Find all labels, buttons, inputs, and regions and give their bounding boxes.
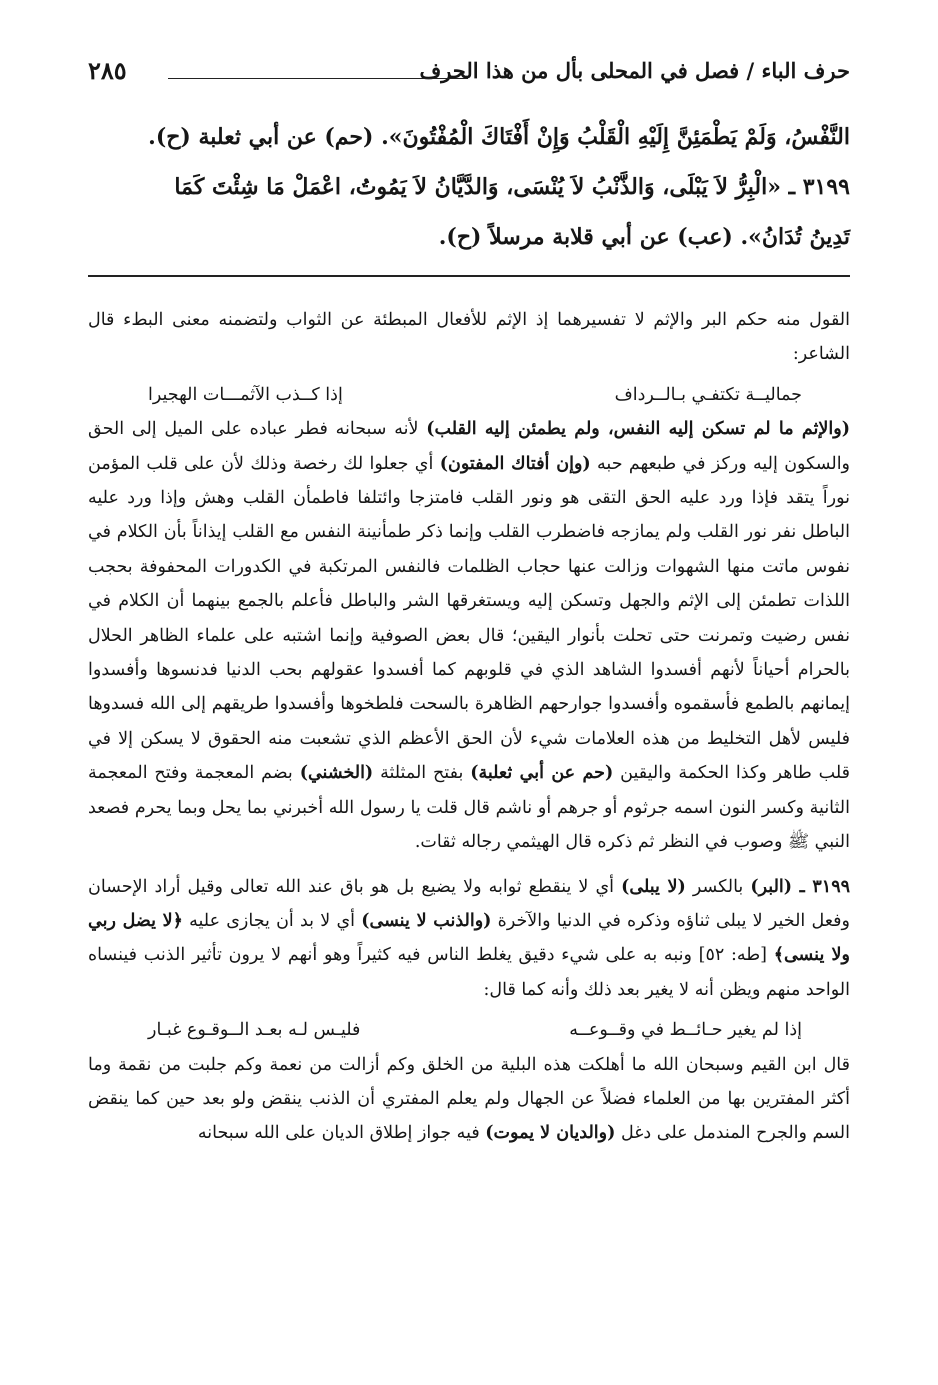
verse-hemistich-right: إذا لم يغير حـائــط في وقــوعــه	[569, 1020, 802, 1041]
quoted-phrase: (حم عن أبي ثعلبة)	[470, 763, 614, 784]
quoted-phrase: (والإثم ما لم تسكن إليه النفس، ولم يطمئن إليه القلب)	[426, 419, 850, 440]
section-divider	[88, 275, 850, 277]
commentary-text-run: فيه جواز إطلاق الديان على الله سبحانه	[197, 1123, 486, 1144]
quran-quote: ﴿لا يضل ربي ولا ينسى﴾	[88, 910, 850, 966]
commentary-text-run: بالكسر	[685, 876, 751, 897]
commentary-text-run: [طه: ٥٢] ونبه به على شيء دقيق يغلط الناس فيه كثيراً وهو أنهم لا يرون تأثير الذنب فينساه الواحد منهم ويظن أنه لا يغير بعد ذلك وأنه كما قال:	[88, 945, 850, 1000]
commentary-paragraph	[88, 412, 850, 859]
commentary-text-run: لأنه سبحانه فطر عباده على الميل إلى الحق والسكون إليه وركز في طبعهم حبه	[88, 419, 851, 474]
quoted-phrase: (لا يبلى)	[621, 876, 686, 897]
verse-hemistich-left: فليـس لـه بعـد الــوقـوع غبـار	[148, 1020, 361, 1041]
commentary-text-run: أي جعلوا لك رخصة وذلك لأن على قلب المؤمن نوراً يتقد فإذا ورد عليه الحق التقى هو ونور القلب فامتزجا وائتلفا فاطمأن القلب وهش وإذا ورد عليه الباطل نفر نور القلب ولم يمازجه فاضطرب القلب وإنما ذكر طمأنينة النفس مع القلب إيذاناً بأن الكلام في نفوس ماتت منها الشهوات وزالت عنها حجاب الظلمات فالنفس المرتكبة في الكدورات المحفوفة بحجب اللذات تطمئن إلى الإثم والجهل وتسكن إليه ويستغرقها الشر والباطل فأعلم بالجمع بينهما أن الكلام في نفس رضيت وتمرنت حتى تحلت بأنوار اليقين؛ قال بعض الصوفية وإنما اشتبه على علماء الظاهر الحلال بالحرام أحياناً لأنهم أفسدوا الشاهد الذي في قلوبهم كما أفسدوا عقولهم بحب الدنيا فدنسوها وأفسدوا إيمانهم بالطمع فأسقموه وأفسدوا جوارحهم الظاهرة بالسحت فلطخوها وأفسدوا طريقهم إلى الله فسدوها فليس لأهل التخليط من هذه العلامات شيء لأن الحق الأعظم الذي تشعبت منه الحقوق لا يسكن إلا في قلب طاهر وكذا الحكمة واليقين	[88, 453, 850, 784]
page-number: ٢٨٥	[88, 56, 127, 85]
verse-hemistich-left: إذا كــذب الآثمـــات الهجيرا	[148, 384, 343, 405]
quoted-phrase: (الخشني)	[299, 763, 374, 784]
quoted-phrase: (والديان لا يموت)	[485, 1123, 616, 1144]
poetry-verse	[88, 1013, 850, 1047]
hadith-text	[88, 112, 850, 262]
commentary-text-run: أي لا بد أن يجازى عليه	[182, 910, 362, 931]
hadith-line: النَّفْسُ، وَلَمْ يَطْمَئِنَّ إِلَيْهِ الْقَلْبُ وَإِنْ أَفْتَاكَ الْمُفْتُونَ». (حم) عن أبي ثعلبة (ح).	[148, 124, 850, 150]
commentary-text	[88, 303, 850, 1151]
commentary-paragraph	[88, 1048, 850, 1151]
header-title: حرف الباء / فصل في المحلى بأل من هذا الحرف	[419, 58, 850, 83]
quoted-phrase: (وإن أفتاك المفتون)	[439, 453, 591, 474]
hadith-line: ٣١٩٩ ـ «الْبِرُّ لاَ يَبْلَى، وَالذَّنْبُ لاَ يُنْسَى، وَالدَّيَّانُ لاَ يَمُوتُ، اعْمَلْ مَا شِئْتَ كَمَا	[174, 174, 850, 200]
running-header	[88, 52, 850, 92]
commentary-text-run: بفتح المثلثة	[373, 763, 471, 784]
book-page	[88, 0, 850, 1385]
commentary-text-run: بضم المعجمة وفتح المعجمة الثانية وكسر النون اسمه جرثوم أو جرهم أو ناشم قال قلت يا رسول الله أخبرني بما يحل وبما يحرم فصعد النبي ﷺ وصوب في النظر ثم ذكره قال الهيثمي رجاله ثقات.	[88, 763, 850, 853]
hadith-line: تَدِينُ تُدَانُ». (عب) عن أبي قلابة مرسلاً (ح).	[438, 224, 850, 250]
paragraph-gap	[88, 860, 850, 870]
quoted-phrase: (البر)	[750, 876, 793, 897]
poetry-verse	[88, 378, 850, 412]
commentary-text-run: أي لا ينقطع ثوابه ولا يضيع بل هو باق عند الله تعالى وقيل أراد الإحسان وفعل الخير لا يبلى ثناؤه وذكره في الدنيا والآخرة	[88, 876, 850, 931]
entry-number: ٣١٩٩ ـ	[792, 876, 851, 897]
commentary-paragraph: القول منه حكم البر والإثم لا تفسيرهما إذ الإثم للأفعال المبطئة عن الثواب ولتضمنه معنى البطء قال الشاعر:	[88, 310, 850, 365]
header-rule	[168, 78, 468, 79]
commentary-text-run: قال ابن القيم وسبحان الله ما أهلكت هذه البلية من الخلق وكم أزالت من نعمة وكم جلبت من نقمة وما أكثر المفترين بها من العلماء فضلاً عن الجهال ولم يعلم المفتري أن الذنب ينقض ولو بعد حين كما ينقض السم والجرح المندمل على دغل	[88, 1054, 850, 1144]
verse-hemistich-right: جماليــة تكتفـي بـالــرداف	[614, 384, 802, 405]
commentary-paragraph	[88, 870, 850, 1008]
quoted-phrase: (والذنب لا ينسى)	[361, 910, 492, 931]
